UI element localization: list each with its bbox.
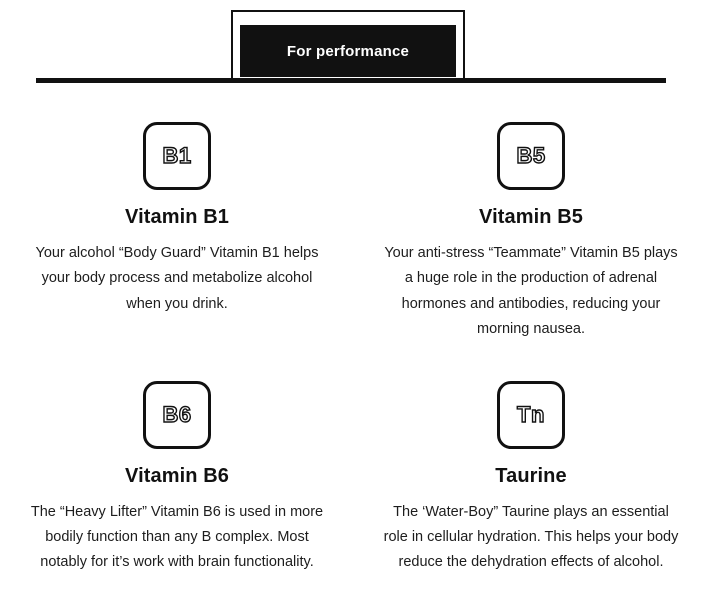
card-title: Vitamin B1 xyxy=(125,206,229,228)
badge-b1-label: B1 xyxy=(162,143,192,168)
vitamin-card-grid xyxy=(0,92,708,576)
badge-b1-icon xyxy=(143,122,211,190)
header xyxy=(0,0,708,92)
card-body: The “Heavy Lifter” Vitamin B6 is used in more bodily function than any B complex. Most notably for it’s work with brain functionality. xyxy=(30,503,324,571)
card-vitamin-b5 xyxy=(354,92,708,343)
badge-b6-label: B6 xyxy=(162,401,192,427)
header-divider xyxy=(36,78,666,83)
badge-b5-label: B5 xyxy=(516,143,546,168)
card-taurine xyxy=(354,371,708,576)
card-title: Vitamin B5 xyxy=(479,206,583,228)
badge-b5-icon xyxy=(497,122,565,190)
badge-b6-icon xyxy=(143,381,211,449)
card-vitamin-b1 xyxy=(0,92,354,343)
badge-tn-label: Tn xyxy=(517,401,545,427)
card-title: Taurine xyxy=(495,464,567,487)
badge-tn-icon xyxy=(497,381,565,449)
card-body: The ‘Water-Boy” Taurine plays an essential role in cellular hydration. This helps your body reduce the dehydration effects of alcohol. xyxy=(383,503,679,571)
card-title: Vitamin B6 xyxy=(125,464,229,487)
card-vitamin-b6 xyxy=(0,371,354,576)
tab-for-performance[interactable] xyxy=(240,25,456,77)
card-body: Your anti-stress “Teammate” Vitamin B5 plays a huge role in the production of adrenal hormones and antibodies, reducing your morning nausea. xyxy=(384,245,678,338)
tab-label: For performance xyxy=(286,42,410,60)
card-body: Your alcohol “Body Guard” Vitamin B1 helps your body process and metabolize alcohol when you drink. xyxy=(35,245,319,312)
